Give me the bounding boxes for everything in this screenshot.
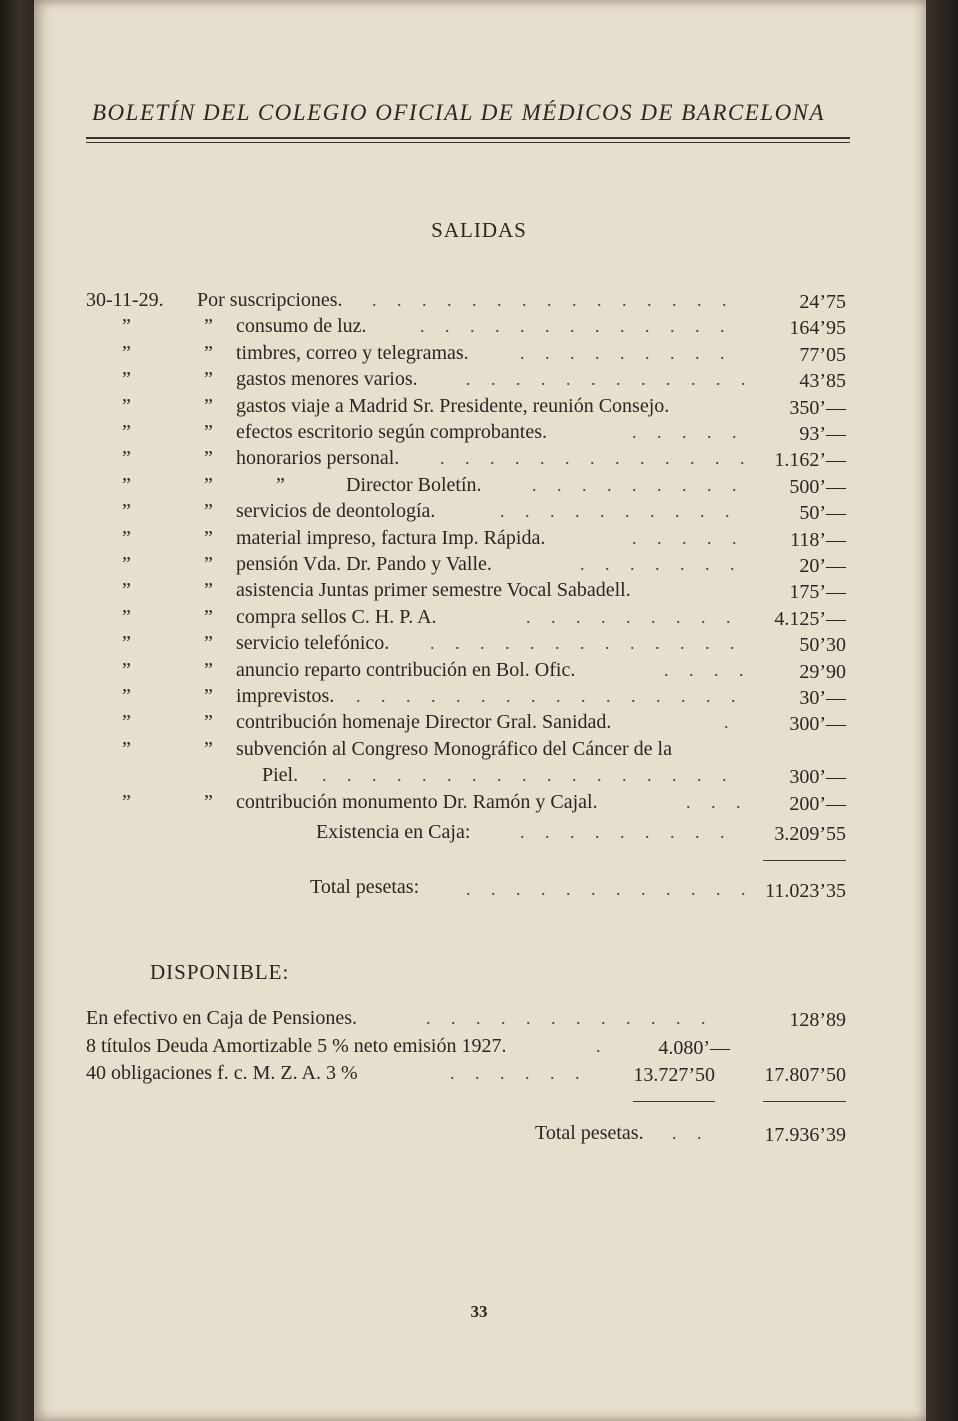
ditto-mark: ” (122, 315, 131, 337)
entry-amount: 30’— (799, 687, 846, 709)
entry-description: material impreso, factura Imp. Rápida. (236, 527, 546, 549)
ditto-mark: ” (204, 527, 213, 549)
entry-description: Director Boletín. (346, 474, 482, 496)
entry-description: asistencia Juntas primer semestre Vocal Sabadell. (236, 579, 631, 601)
disponible-total-label: Total pesetas. (535, 1122, 644, 1144)
ditto-mark: ” (122, 500, 131, 522)
ditto-mark: ” (204, 395, 213, 417)
ditto-mark: ” (122, 368, 131, 390)
entry-description: timbres, correo y telegramas. (236, 342, 469, 364)
page-number: 33 (470, 1302, 488, 1321)
dot-leader: . . . . . (632, 422, 745, 442)
binding-edge (0, 0, 34, 1421)
entry-amount: 50’30 (799, 634, 846, 656)
ditto-mark: ” (122, 395, 131, 417)
dot-leader: . . . . (664, 660, 752, 680)
ditto-mark: ” (122, 659, 131, 681)
entry-description: subvención al Congreso Monográfico del Cáncer de la (236, 738, 672, 760)
entry-description: gastos viaje a Madrid Sr. Presidente, reunión Consejo. (236, 395, 670, 417)
ditto-mark: ” (204, 447, 213, 469)
ditto-mark: ” (122, 791, 131, 813)
dot-leader: . . (672, 1123, 710, 1143)
dot-leader: . . . . . . . . . . . . (426, 1008, 714, 1028)
dot-leader: . . . . . (632, 528, 745, 548)
entry-description: Piel. (262, 764, 299, 786)
entry-amount: 175’— (789, 581, 846, 603)
ditto-mark: ” (122, 474, 131, 496)
ditto-mark: ” (204, 738, 213, 760)
ditto-mark: ” (204, 553, 213, 575)
entry-amount: 1.162’— (774, 449, 846, 471)
entry-amount: 43’85 (799, 370, 846, 392)
dot-leader: . . . . . . . . . . . . . (430, 633, 743, 653)
ditto-mark: ” (122, 527, 131, 549)
ditto-mark: ” (204, 474, 213, 496)
dot-leader: . . . . . . . . . . . . (466, 879, 754, 899)
disponible-row-1: En efectivo en Caja de Pensiones. (86, 1007, 358, 1029)
entry-amount: 93’— (799, 423, 846, 445)
existencia-amount: 3.209’55 (774, 823, 846, 845)
disponible-row-3-amount: 17.807’50 (764, 1064, 846, 1086)
entry-description: imprevistos. (236, 685, 335, 707)
ditto-mark: ” (122, 632, 131, 654)
ditto-mark: ” (204, 342, 213, 364)
disponible-row-2: 8 títulos Deuda Amortizable 5 % neto emisión 1927. (86, 1035, 507, 1057)
ditto-mark: ” (122, 342, 131, 364)
entry-description: compra sellos C. H. P. A. (236, 606, 437, 628)
entry-description: gastos menores varios. (236, 368, 418, 390)
entry-amount: 200’— (789, 793, 846, 815)
entry-amount: 4.125’— (774, 608, 846, 630)
dot-leader: . . . . . . . . . . . . . (440, 448, 753, 468)
ditto-mark: ” (204, 632, 213, 654)
ditto-mark: ” (122, 711, 131, 733)
dot-leader: . . . . . . . . . . . . . . . (372, 290, 735, 310)
entry-description: servicio telefónico. (236, 632, 390, 654)
disponible-row-3: 40 obligaciones f. c. M. Z. A. 3 % (86, 1062, 358, 1084)
dot-leader: . . . . . . . . . . . . . (420, 316, 733, 336)
ditto-mark: ” (204, 791, 213, 813)
salidas-title: SALIDAS (431, 218, 527, 242)
salidas-total-label: Total pesetas: (310, 876, 420, 898)
ditto-mark: ” (204, 685, 213, 707)
ditto-mark: ” (204, 500, 213, 522)
entry-amount: 77’05 (799, 344, 846, 366)
entry-amount: 24’75 (799, 291, 846, 313)
dot-leader: . (596, 1036, 609, 1056)
dot-leader: . . . . . . (450, 1063, 588, 1083)
disponible-title: DISPONIBLE: (150, 960, 290, 984)
entry-amount: 350’— (789, 397, 846, 419)
dot-leader: . . . . . . . . . . . . . . . . . (322, 765, 735, 785)
ditto-mark: ” (204, 711, 213, 733)
entry-amount: 20’— (799, 555, 846, 577)
disponible-row-1-amount: 128’89 (789, 1009, 846, 1031)
ditto-mark: ” (204, 315, 213, 337)
dot-leader: . . . . . . . . . . . . . . . . (356, 686, 744, 706)
disponible-row-3-subamount: 13.727’50 (633, 1064, 715, 1086)
dot-leader: . . . . . . . . . . (500, 501, 738, 521)
ditto-mark: ” (204, 579, 213, 601)
dot-leader: . . . . . . . . . (526, 607, 739, 627)
dot-leader: . . . . . . . . . . . . (466, 369, 754, 389)
entry-description: anuncio reparto contribución en Bol. Ofic. (236, 659, 576, 681)
entry-date: 30-11-29. (86, 289, 164, 311)
entry-amount: 118’— (790, 529, 846, 551)
entry-description: contribución monumento Dr. Ramón y Cajal. (236, 791, 598, 813)
dot-leader: . . . . . . . . . (520, 822, 733, 842)
ditto-mark: ” (122, 738, 131, 760)
existencia-label: Existencia en Caja: (316, 821, 471, 843)
disponible-total-amount: 17.936’39 (764, 1124, 846, 1146)
entry-amount: 300’— (789, 766, 846, 788)
page-edge (926, 0, 958, 1421)
dot-leader: . (724, 712, 737, 732)
entry-amount: 164’95 (789, 317, 846, 339)
entry-description: efectos escritorio según comprobantes. (236, 421, 548, 443)
dot-leader: . . . (686, 792, 749, 812)
ditto-mark: ” (204, 659, 213, 681)
sum-rule (763, 1101, 846, 1102)
journal-header: BOLETÍN DEL COLEGIO OFICIAL DE MÉDICOS DE BARCELONA (92, 100, 826, 125)
sum-rule (763, 860, 846, 861)
entry-description: contribución homenaje Director Gral. Sanidad. (236, 711, 612, 733)
ditto-mark: ” (204, 606, 213, 628)
entry-amount: 50’— (799, 502, 846, 524)
entry-description: servicios de deontología. (236, 500, 436, 522)
ditto-mark: ” (276, 474, 285, 496)
header-rule (86, 137, 850, 139)
ditto-mark: ” (204, 368, 213, 390)
entry-description: Por suscripciones. (197, 289, 343, 311)
entry-amount: 29’90 (799, 661, 846, 683)
entry-amount: 500’— (789, 476, 846, 498)
dot-leader: . . . . . . . . . (532, 475, 745, 495)
salidas-total-amount: 11.023’35 (765, 880, 846, 902)
dot-leader: . . . . . . . . . (520, 343, 733, 363)
ditto-mark: ” (122, 579, 131, 601)
ditto-mark: ” (204, 421, 213, 443)
header-rule-thin (86, 142, 850, 143)
ditto-mark: ” (122, 421, 131, 443)
entry-description: pensión Vda. Dr. Pando y Valle. (236, 553, 492, 575)
ditto-mark: ” (122, 553, 131, 575)
ditto-mark: ” (122, 685, 131, 707)
entry-amount: 300’— (789, 713, 846, 735)
ditto-mark: ” (122, 606, 131, 628)
ditto-mark: ” (122, 447, 131, 469)
disponible-row-2-subamount: 4.080’— (658, 1037, 730, 1059)
entry-description: consumo de luz. (236, 315, 367, 337)
sum-rule (633, 1101, 715, 1102)
dot-leader: . . . . . . . (580, 554, 743, 574)
entry-description: honorarios personal. (236, 447, 400, 469)
